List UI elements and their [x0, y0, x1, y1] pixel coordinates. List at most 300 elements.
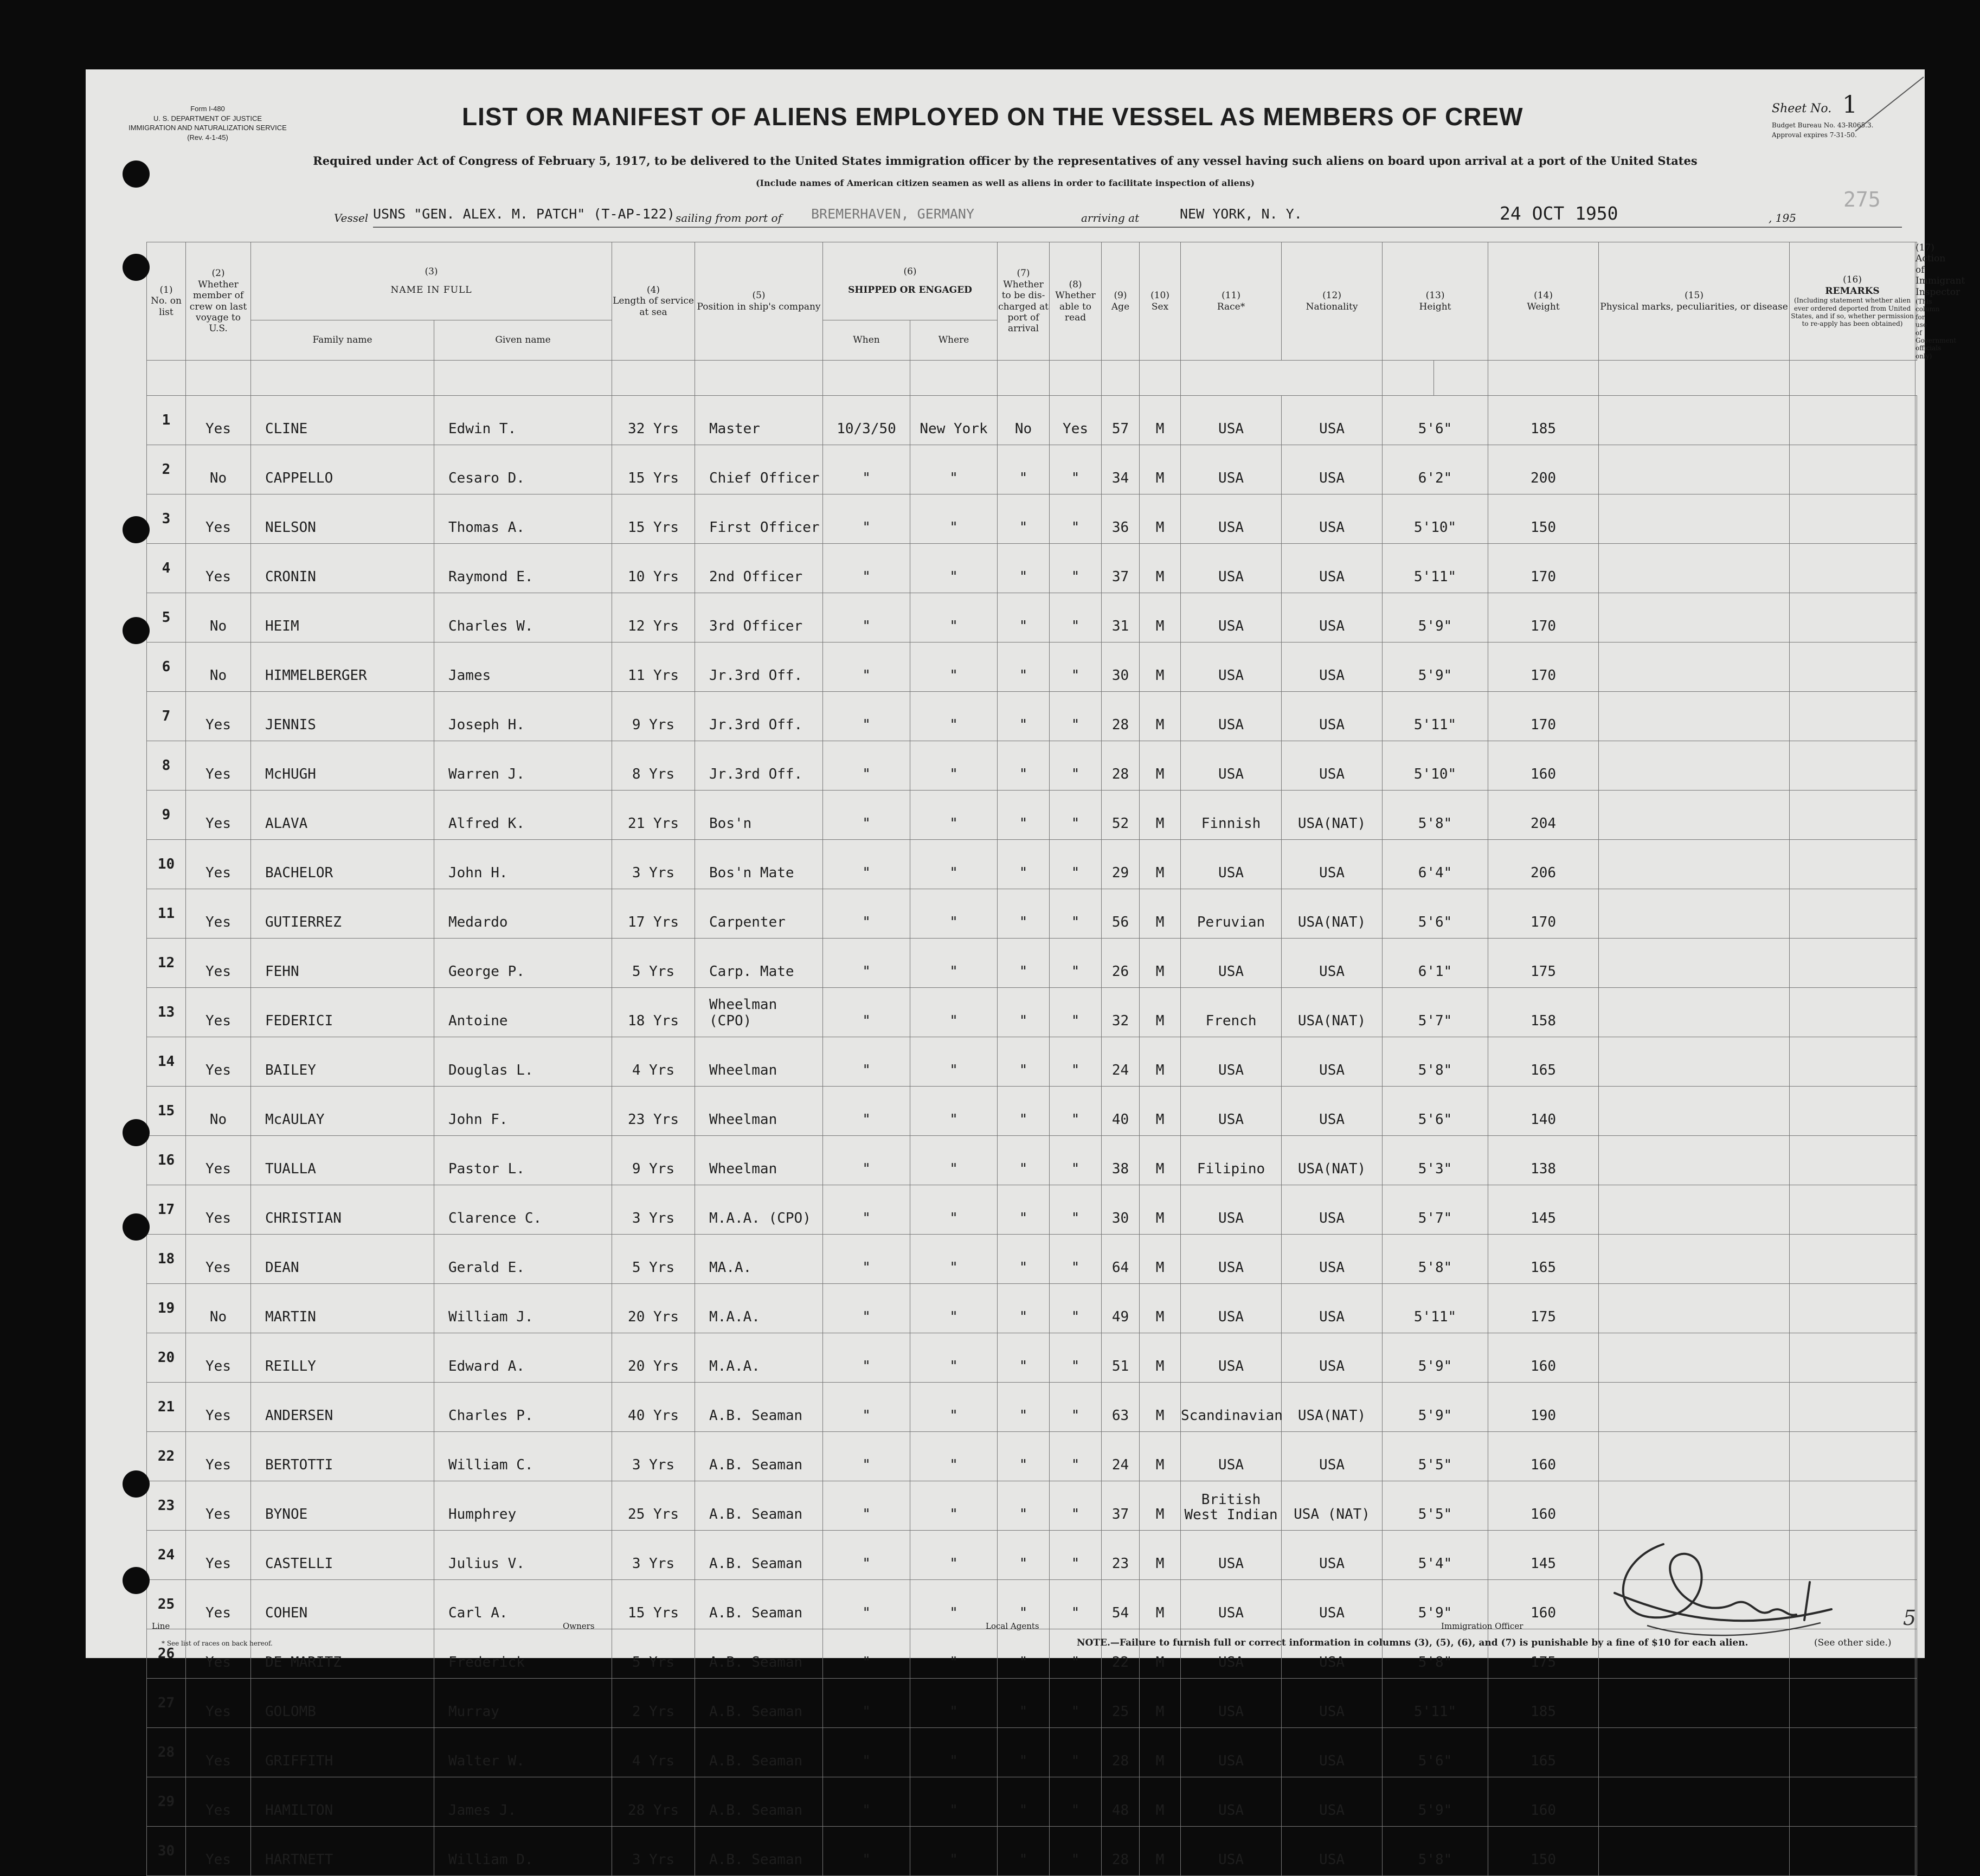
able-to-read-cell: "	[1050, 988, 1102, 1037]
inspector-action-cell	[1915, 1531, 1917, 1580]
discharged-cell: "	[998, 1580, 1050, 1629]
sex-cell: M	[1140, 1087, 1181, 1136]
remarks-cell	[1790, 1333, 1915, 1383]
last-voyage-cell: Yes	[186, 1432, 251, 1481]
family-name-cell: ANDERSEN	[251, 1383, 434, 1432]
owners-label: Owners	[563, 1621, 595, 1631]
height-cell: 6'1"	[1383, 939, 1488, 988]
table-row	[147, 1235, 1917, 1284]
shipped-where-cell: "	[910, 1136, 998, 1185]
height-cell: 5'9"	[1383, 1580, 1488, 1629]
table-row	[147, 1284, 1917, 1333]
inspector-action-cell	[1915, 1679, 1917, 1728]
inspector-action-cell	[1915, 1087, 1917, 1136]
given-name-cell: John F.	[434, 1087, 612, 1136]
weight-cell: 160	[1488, 1432, 1599, 1481]
sex-cell: M	[1140, 939, 1181, 988]
discharged-cell: "	[998, 1185, 1050, 1235]
row-number: 17	[147, 1185, 186, 1235]
family-name-cell: BYNOE	[251, 1481, 434, 1531]
family-name-cell: ALAVA	[251, 791, 434, 840]
sheet-label: Sheet No.	[1772, 102, 1832, 115]
inspector-action-cell	[1915, 1136, 1917, 1185]
inspector-action-cell	[1915, 1432, 1917, 1481]
height-cell: 5'10"	[1383, 494, 1488, 544]
height-cell: 5'6"	[1383, 1728, 1488, 1777]
remarks-cell	[1790, 1383, 1915, 1432]
service-length-cell: 15 Yrs	[612, 445, 695, 494]
discharged-cell: "	[998, 1629, 1050, 1679]
nationality-cell: USA	[1282, 1679, 1383, 1728]
sex-cell: M	[1140, 544, 1181, 593]
able-to-read-cell: "	[1050, 1333, 1102, 1383]
service-length-cell: 9 Yrs	[612, 1136, 695, 1185]
manifest-sheet	[86, 69, 1965, 1868]
height-cell: 5'8"	[1383, 1037, 1488, 1087]
family-name-cell: JENNIS	[251, 692, 434, 741]
physical-marks-cell	[1599, 1777, 1790, 1827]
given-name-cell: Antoine	[434, 988, 612, 1037]
discharged-cell: "	[998, 1087, 1050, 1136]
vessel-underline	[373, 227, 1902, 228]
position-cell: 2nd Officer	[695, 544, 823, 593]
discharged-cell: "	[998, 1235, 1050, 1284]
height-cell: 5'5"	[1383, 1432, 1488, 1481]
inspector-action-cell	[1915, 1235, 1917, 1284]
table-row	[147, 643, 1917, 692]
sex-cell: M	[1140, 1432, 1181, 1481]
row-number: 30	[147, 1827, 186, 1876]
family-name-cell: FEHN	[251, 939, 434, 988]
physical-marks-cell	[1599, 1432, 1790, 1481]
given-name-cell: Pastor L.	[434, 1136, 612, 1185]
age-cell: 56	[1102, 889, 1140, 939]
given-name-cell: Cesaro D.	[434, 445, 612, 494]
service-name: IMMIGRATION AND NATURALIZATION SERVICE	[128, 124, 287, 132]
last-voyage-cell: Yes	[186, 1383, 251, 1432]
able-to-read-cell: "	[1050, 593, 1102, 643]
weight-cell: 160	[1488, 1481, 1599, 1531]
arrival-date-stamp: 24 OCT 1950	[1500, 203, 1618, 224]
family-name-cell: COHEN	[251, 1580, 434, 1629]
height-cell: 5'11"	[1383, 1284, 1488, 1333]
given-name-cell: John H.	[434, 840, 612, 889]
weight-cell: 175	[1488, 1629, 1599, 1679]
remarks-cell	[1790, 1827, 1915, 1876]
age-cell: 37	[1102, 544, 1140, 593]
nationality-cell: USA	[1282, 1629, 1383, 1679]
able-to-read-cell: "	[1050, 1481, 1102, 1531]
given-name-cell: Gerald E.	[434, 1235, 612, 1284]
weight-cell: 204	[1488, 791, 1599, 840]
physical-marks-cell	[1599, 396, 1790, 445]
able-to-read-cell: "	[1050, 1728, 1102, 1777]
nationality-cell: USA	[1282, 1037, 1383, 1087]
inspector-action-cell	[1915, 1827, 1917, 1876]
shipped-where-cell: "	[910, 1629, 998, 1679]
weight-cell: 158	[1488, 988, 1599, 1037]
shipped-when-cell: "	[823, 889, 910, 939]
col-position-header: (5) Position in ship's company	[695, 242, 823, 361]
race-cell: USA	[1181, 939, 1282, 988]
row-number: 6	[147, 643, 186, 692]
race-cell: USA	[1181, 1284, 1282, 1333]
remarks-cell	[1790, 840, 1915, 889]
age-cell: 28	[1102, 741, 1140, 791]
shipped-when-cell: "	[823, 1185, 910, 1235]
weight-cell: 170	[1488, 593, 1599, 643]
physical-marks-cell	[1599, 445, 1790, 494]
binder-hole	[123, 617, 150, 644]
race-cell: USA	[1181, 1777, 1282, 1827]
given-name-cell: Douglas L.	[434, 1037, 612, 1087]
nationality-cell: USA	[1282, 840, 1383, 889]
age-cell: 22	[1102, 1629, 1140, 1679]
nationality-cell: USA	[1282, 445, 1383, 494]
local-agents-label: Local Agents	[986, 1621, 1039, 1631]
shipped-where-cell: "	[910, 1728, 998, 1777]
weight-cell: 145	[1488, 1185, 1599, 1235]
inspector-action-cell	[1915, 544, 1917, 593]
given-name-cell: Raymond E.	[434, 544, 612, 593]
shipped-when-cell: "	[823, 1481, 910, 1531]
nationality-cell: USA	[1282, 1432, 1383, 1481]
service-length-cell: 20 Yrs	[612, 1333, 695, 1383]
last-voyage-cell: Yes	[186, 1629, 251, 1679]
line-label: Line	[152, 1621, 170, 1631]
nationality-cell: USA	[1282, 396, 1383, 445]
pencil-stroke-mark	[1853, 75, 1925, 134]
col-height-header: (13) Height	[1383, 242, 1488, 361]
col-given-name-header: Given name	[434, 320, 612, 360]
last-voyage-cell: Yes	[186, 988, 251, 1037]
inspector-action-cell	[1915, 643, 1917, 692]
able-to-read-cell: "	[1050, 741, 1102, 791]
height-cell: 6'2"	[1383, 445, 1488, 494]
table-row	[147, 692, 1917, 741]
last-voyage-cell: Yes	[186, 889, 251, 939]
shipped-when-cell: "	[823, 1777, 910, 1827]
position-cell: Wheelman (CPO)	[695, 988, 823, 1037]
weight-cell: 206	[1488, 840, 1599, 889]
table-row	[147, 889, 1917, 939]
shipped-where-cell: "	[910, 1481, 998, 1531]
last-voyage-cell: Yes	[186, 939, 251, 988]
physical-marks-cell	[1599, 1037, 1790, 1087]
shipped-where-cell: "	[910, 1087, 998, 1136]
inspector-action-cell	[1915, 1284, 1917, 1333]
age-cell: 28	[1102, 1827, 1140, 1876]
shipped-when-cell: "	[823, 1432, 910, 1481]
shipped-where-cell: "	[910, 1333, 998, 1383]
weight-cell: 200	[1488, 445, 1599, 494]
shipped-when-cell: "	[823, 1728, 910, 1777]
given-name-cell: Clarence C.	[434, 1185, 612, 1235]
table-row	[147, 1087, 1917, 1136]
service-length-cell: 18 Yrs	[612, 988, 695, 1037]
weight-cell: 160	[1488, 1777, 1599, 1827]
race-cell: USA	[1181, 1827, 1282, 1876]
remarks-cell	[1790, 1136, 1915, 1185]
discharged-cell: "	[998, 939, 1050, 988]
shipped-when-cell: "	[823, 1284, 910, 1333]
position-cell: A.B. Seaman	[695, 1580, 823, 1629]
table-row	[147, 939, 1917, 988]
discharged-cell: "	[998, 1284, 1050, 1333]
service-length-cell: 15 Yrs	[612, 494, 695, 544]
position-cell: M.A.A. (CPO)	[695, 1185, 823, 1235]
physical-marks-cell	[1599, 1284, 1790, 1333]
table-row	[147, 741, 1917, 791]
physical-marks-cell	[1599, 741, 1790, 791]
col-race-header: (11) Race*	[1181, 242, 1282, 361]
row-number: 4	[147, 544, 186, 593]
binder-hole	[123, 254, 150, 281]
inspector-action-cell	[1915, 593, 1917, 643]
nationality-cell: USA(NAT)	[1282, 791, 1383, 840]
physical-marks-cell	[1599, 494, 1790, 544]
races-note: * See list of races on back hereof.	[162, 1640, 273, 1647]
shipped-where-cell: "	[910, 1284, 998, 1333]
sex-cell: M	[1140, 643, 1181, 692]
departure-port: BREMERHAVEN, GERMANY	[811, 206, 975, 222]
weight-cell: 140	[1488, 1087, 1599, 1136]
shipped-when-cell: "	[823, 988, 910, 1037]
table-row	[147, 1037, 1917, 1087]
table-row	[147, 1383, 1917, 1432]
family-name-cell: CHRISTIAN	[251, 1185, 434, 1235]
physical-marks-cell	[1599, 840, 1790, 889]
race-cell: Finnish	[1181, 791, 1282, 840]
inspector-action-cell	[1915, 1333, 1917, 1383]
table-row	[147, 1185, 1917, 1235]
row-number: 3	[147, 494, 186, 544]
height-cell: 5'3"	[1383, 1136, 1488, 1185]
weight-cell: 150	[1488, 494, 1599, 544]
race-cell: USA	[1181, 396, 1282, 445]
race-cell: USA	[1181, 544, 1282, 593]
discharged-cell: "	[998, 643, 1050, 692]
last-voyage-cell: Yes	[186, 1531, 251, 1580]
shipped-when-cell: "	[823, 1531, 910, 1580]
able-to-read-cell: "	[1050, 445, 1102, 494]
position-cell: Master	[695, 396, 823, 445]
remarks-cell	[1790, 889, 1915, 939]
position-cell: Chief Officer	[695, 445, 823, 494]
able-to-read-cell: "	[1050, 544, 1102, 593]
weight-cell: 185	[1488, 1679, 1599, 1728]
shipped-where-cell: "	[910, 643, 998, 692]
remarks-cell	[1790, 939, 1915, 988]
remarks-cell	[1790, 1087, 1915, 1136]
approval-expiry: Approval expires 7-31-50.	[1772, 131, 1857, 139]
nationality-cell: USA	[1282, 692, 1383, 741]
physical-marks-cell	[1599, 1136, 1790, 1185]
service-length-cell: 4 Yrs	[612, 1728, 695, 1777]
remarks-cell	[1790, 593, 1915, 643]
able-to-read-cell: "	[1050, 1087, 1102, 1136]
shipped-when-cell: "	[823, 1827, 910, 1876]
service-length-cell: 12 Yrs	[612, 593, 695, 643]
weight-cell: 160	[1488, 1580, 1599, 1629]
last-voyage-cell: Yes	[186, 1580, 251, 1629]
discharged-cell: "	[998, 1432, 1050, 1481]
service-length-cell: 28 Yrs	[612, 1777, 695, 1827]
weight-cell: 145	[1488, 1531, 1599, 1580]
able-to-read-cell: "	[1050, 692, 1102, 741]
row-number: 23	[147, 1481, 186, 1531]
able-to-read-cell: "	[1050, 791, 1102, 840]
race-cell: USA	[1181, 1185, 1282, 1235]
physical-marks-cell	[1599, 1087, 1790, 1136]
race-cell: USA	[1181, 1728, 1282, 1777]
age-cell: 52	[1102, 791, 1140, 840]
position-cell: Wheelman	[695, 1087, 823, 1136]
binder-hole	[123, 1213, 150, 1241]
family-name-cell: CLINE	[251, 396, 434, 445]
age-cell: 38	[1102, 1136, 1140, 1185]
race-cell: USA	[1181, 1432, 1282, 1481]
discharged-cell: "	[998, 1531, 1050, 1580]
family-name-cell: DEAN	[251, 1235, 434, 1284]
inspector-action-cell	[1915, 939, 1917, 988]
inspector-action-cell	[1915, 1383, 1917, 1432]
arriving-label: arriving at	[1081, 211, 1140, 224]
row-number: 22	[147, 1432, 186, 1481]
remarks-cell	[1790, 1037, 1915, 1087]
height-cell: 5'9"	[1383, 643, 1488, 692]
shipped-where-cell: "	[910, 939, 998, 988]
service-length-cell: 20 Yrs	[612, 1284, 695, 1333]
physical-marks-cell	[1599, 889, 1790, 939]
age-cell: 25	[1102, 1679, 1140, 1728]
given-name-cell: Edward A.	[434, 1333, 612, 1383]
position-cell: A.B. Seaman	[695, 1531, 823, 1580]
race-cell: Scandinavian	[1181, 1383, 1282, 1432]
service-length-cell: 21 Yrs	[612, 791, 695, 840]
row-number: 5	[147, 593, 186, 643]
height-cell: 5'8"	[1383, 1235, 1488, 1284]
able-to-read-cell: "	[1050, 1679, 1102, 1728]
col-when-header: When	[823, 320, 910, 360]
able-to-read-cell: "	[1050, 1629, 1102, 1679]
inspector-action-cell	[1915, 1777, 1917, 1827]
weight-cell: 150	[1488, 1827, 1599, 1876]
inspector-action-cell	[1915, 1728, 1917, 1777]
age-cell: 63	[1102, 1383, 1140, 1432]
family-name-cell: HEIM	[251, 593, 434, 643]
able-to-read-cell: "	[1050, 1284, 1102, 1333]
service-length-cell: 11 Yrs	[612, 643, 695, 692]
nationality-cell: USA	[1282, 1827, 1383, 1876]
remarks-cell	[1790, 643, 1915, 692]
table-row	[147, 1432, 1917, 1481]
height-cell: 5'5"	[1383, 1481, 1488, 1531]
nationality-cell: USA	[1282, 1284, 1383, 1333]
table-row	[147, 396, 1917, 445]
discharged-cell: "	[998, 593, 1050, 643]
sex-cell: M	[1140, 1235, 1181, 1284]
inspector-action-cell	[1915, 1481, 1917, 1531]
inspector-action-cell	[1915, 791, 1917, 840]
service-length-cell: 3 Yrs	[612, 1827, 695, 1876]
row-number: 26	[147, 1629, 186, 1679]
row-number: 13	[147, 988, 186, 1037]
remarks-cell	[1790, 692, 1915, 741]
remarks-cell	[1790, 1777, 1915, 1827]
service-length-cell: 3 Yrs	[612, 1432, 695, 1481]
sex-cell: M	[1140, 396, 1181, 445]
nationality-cell: USA	[1282, 643, 1383, 692]
immigration-officer-label: Immigration Officer	[1441, 1621, 1523, 1631]
family-name-cell: HAMILTON	[251, 1777, 434, 1827]
able-to-read-cell: "	[1050, 840, 1102, 889]
table-row	[147, 593, 1917, 643]
discharged-cell: "	[998, 889, 1050, 939]
service-length-cell: 40 Yrs	[612, 1383, 695, 1432]
discharged-cell: "	[998, 692, 1050, 741]
physical-marks-cell	[1599, 1383, 1790, 1432]
shipped-when-cell: "	[823, 1037, 910, 1087]
sex-cell: M	[1140, 1531, 1181, 1580]
age-cell: 57	[1102, 396, 1140, 445]
given-name-cell: Charles W.	[434, 593, 612, 643]
table-row	[147, 791, 1917, 840]
age-cell: 54	[1102, 1580, 1140, 1629]
sex-cell: M	[1140, 1629, 1181, 1679]
vessel-name: USNS "GEN. ALEX. M. PATCH" (T-AP-122)	[373, 206, 675, 222]
weight-cell: 165	[1488, 1728, 1599, 1777]
race-cell: USA	[1181, 643, 1282, 692]
table-row	[147, 1728, 1917, 1777]
given-name-cell: George P.	[434, 939, 612, 988]
physical-marks-cell	[1599, 988, 1790, 1037]
given-name-cell: Walter W.	[434, 1728, 612, 1777]
physical-marks-cell	[1599, 593, 1790, 643]
last-voyage-cell: Yes	[186, 1777, 251, 1827]
age-cell: 28	[1102, 1728, 1140, 1777]
shipped-where-cell: "	[910, 494, 998, 544]
form-title: LIST OR MANIFEST OF ALIENS EMPLOYED ON THE VESSEL AS MEMBERS OF CREW	[462, 102, 1523, 131]
position-cell: A.B. Seaman	[695, 1481, 823, 1531]
binder-hole	[123, 1470, 150, 1498]
position-cell: Wheelman	[695, 1136, 823, 1185]
remarks-cell	[1790, 494, 1915, 544]
binder-hole	[123, 1119, 150, 1146]
last-voyage-cell: Yes	[186, 741, 251, 791]
position-cell: Jr.3rd Off.	[695, 643, 823, 692]
family-name-cell: DE MARITZ	[251, 1629, 434, 1679]
shipped-when-cell: "	[823, 939, 910, 988]
shipped-when-cell: "	[823, 840, 910, 889]
sailing-from-label: sailing from port of	[676, 211, 782, 224]
col-nationality-header: (12) Nationality	[1282, 242, 1383, 361]
binder-hole	[123, 160, 150, 188]
binder-hole	[123, 1567, 150, 1594]
remarks-cell	[1790, 1235, 1915, 1284]
given-name-cell: Humphrey	[434, 1481, 612, 1531]
sex-cell: M	[1140, 988, 1181, 1037]
position-cell: MA.A.	[695, 1235, 823, 1284]
sex-cell: M	[1140, 445, 1181, 494]
age-cell: 64	[1102, 1235, 1140, 1284]
given-name-cell: Warren J.	[434, 741, 612, 791]
able-to-read-cell: "	[1050, 1037, 1102, 1087]
service-length-cell: 25 Yrs	[612, 1481, 695, 1531]
row-number: 9	[147, 791, 186, 840]
service-length-cell: 15 Yrs	[612, 1580, 695, 1629]
race-cell: French	[1181, 988, 1282, 1037]
